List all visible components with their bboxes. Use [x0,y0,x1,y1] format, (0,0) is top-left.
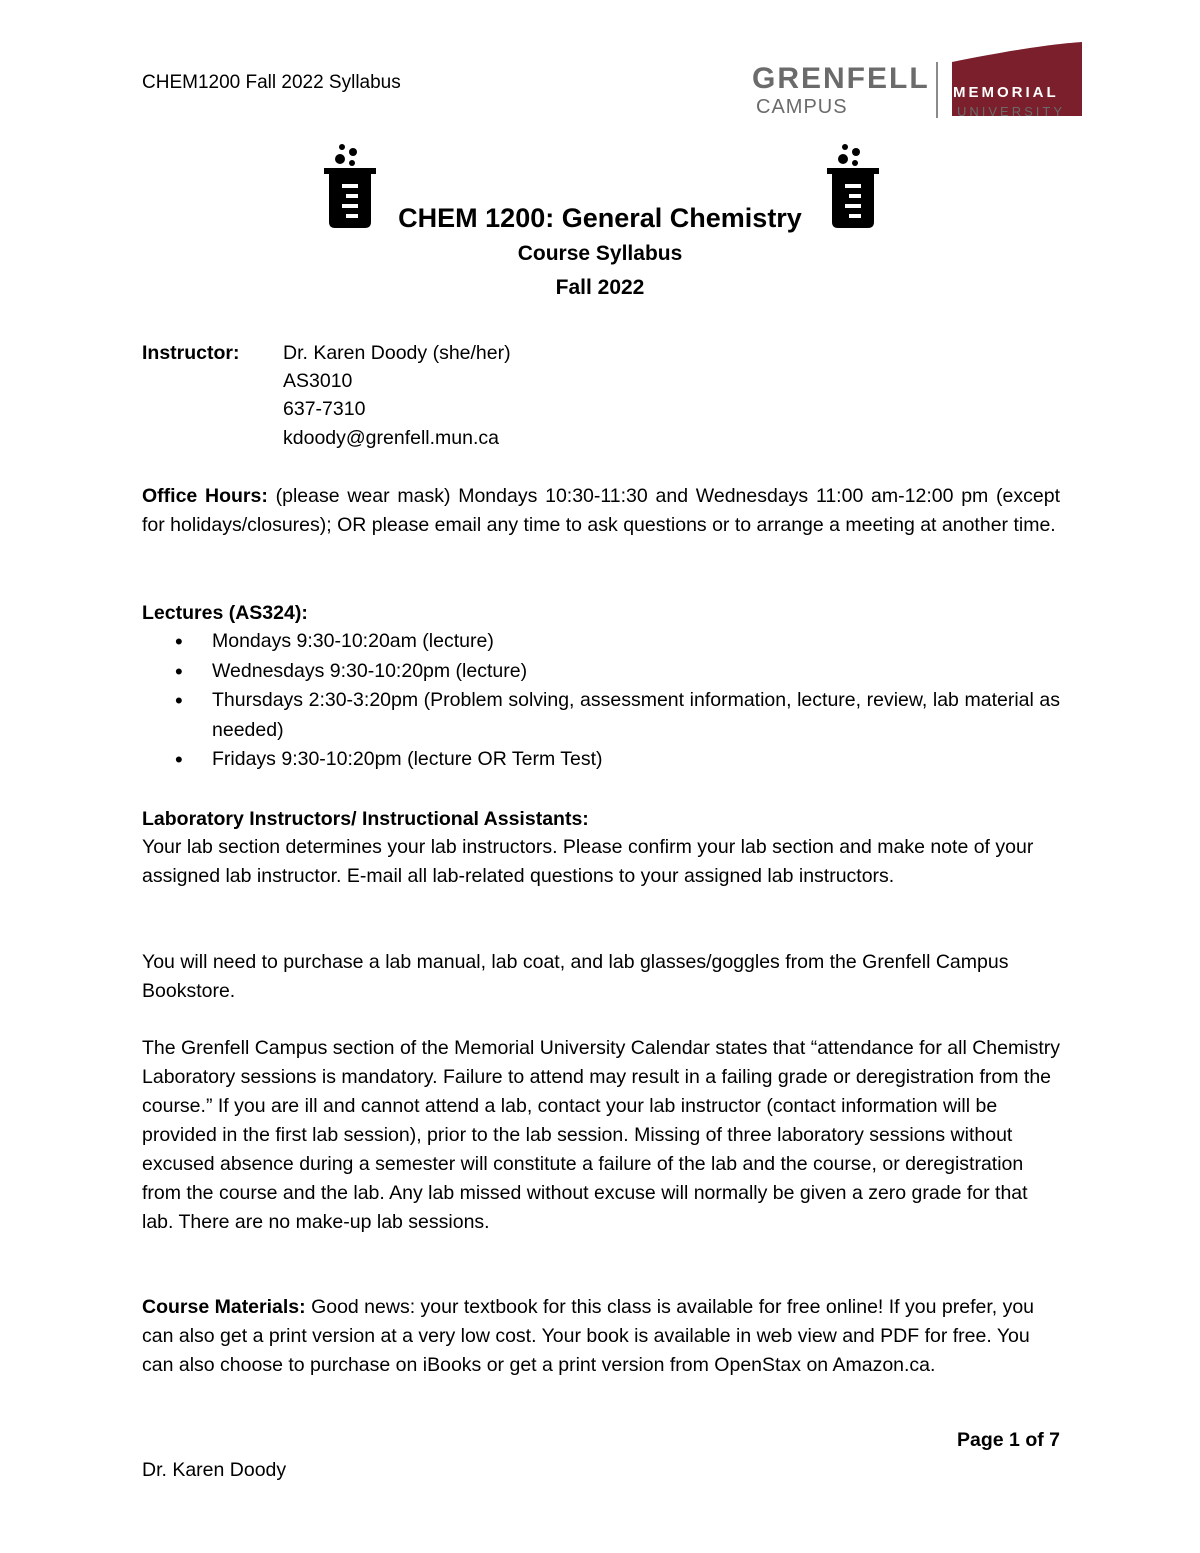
grenfell-memorial-logo [752,40,1082,120]
lab-label: Laboratory Instructors/ Instructional Assistants: [142,808,589,830]
page-total: 7 [1049,1429,1060,1451]
page-subtitle: Course Syllabus [517,242,683,265]
course-materials-paragraph [142,1293,1060,1380]
lab-paragraph-3: The Grenfell Campus section of the Memorial University Calendar states that “attendance for all Chemistry Laboratory sessions is mandatory. Failure to attend may result in a failing grade or deregistration from the course.” If you are ill and cannot attend a lab, contact your lab instructor (contact information will be provided in the first lab session), prior to the lab session. Missing of three laboratory sessions without excused absence during a semester will constitute a failure of the lab and the course, or deregistration from the course and the lab. Any lab missed without excuse will normally be given a zero grade for that lab. There are no make-up lab sessions. [142,1037,1060,1233]
page-number [957,1429,1060,1452]
office-hours-paragraph [142,482,1060,540]
logo-memorial-text: MEMORIAL [953,84,1059,101]
footer-author: Dr. Karen Doody [142,1459,287,1481]
lab-paragraph-1: Your lab section determines your lab instructors. Please confirm your lab section and make note of your assigned lab instructor. E-mail all lab-related questions to your assigned lab instructors. [142,836,1034,887]
instructor-label: Instructor: [142,342,240,364]
page-current: 1 [1009,1429,1020,1451]
course-materials-text: Good news: your textbook for this class is available for free online! If you prefer, you can also get a print version at a very low cost. Your book is available in web view and PDF for free. You can also choose to purchase on iBooks or get a print version from OpenStax on Amazon.ca. [142,1296,1035,1376]
lectures-list [175,627,1060,775]
list-item: • Thursdays 2:30-3:20pm (Problem solving, assessment information, lecture, review, lab material as needed) [175,686,1060,745]
list-item: • Mondays 9:30-10:20am (lecture) [175,627,1060,657]
lectures-label: Lectures (AS324): [142,602,308,624]
office-hours-label: Office Hours: [142,485,268,507]
page-title: CHEM 1200: General Chemistry [398,203,802,233]
course-materials-label: Course Materials: [142,1296,306,1318]
instructor-phone: 637-7310 [283,398,366,420]
logo-university-text: UNIVERSITY [957,104,1066,119]
logo-grenfell-text: GRENFELL [752,62,930,95]
instructor-office: AS3010 [283,370,353,392]
list-item: • Wednesdays 9:30-10:20pm (lecture) [175,657,1060,687]
page-of-word: of [1025,1429,1044,1451]
office-hours-text: (please wear mask) Mondays 10:30-11:30 and Wednesdays 11:00 am-12:00 pm (except for holidays/closures); OR please email any time to ask questions or to arrange a meeting at another time. [142,485,1060,536]
logo-campus-text: CAMPUS [756,96,848,118]
lab-paragraph-2: You will need to purchase a lab manual, lab coat, and lab glasses/goggles from the Grenfell Campus Bookstore. [142,951,1009,1002]
instructor-name: Dr. Karen Doody (she/her) [283,342,511,364]
header-course-tag: CHEM1200 Fall 2022 Syllabus [142,72,401,93]
list-item: • Fridays 9:30-10:20pm (lecture OR Term Test) [175,745,1060,775]
page-word: Page [957,1429,1004,1451]
instructor-email: kdoody@grenfell.mun.ca [283,427,499,449]
logo-divider [936,62,938,118]
page-term: Fall 2022 [555,276,645,299]
